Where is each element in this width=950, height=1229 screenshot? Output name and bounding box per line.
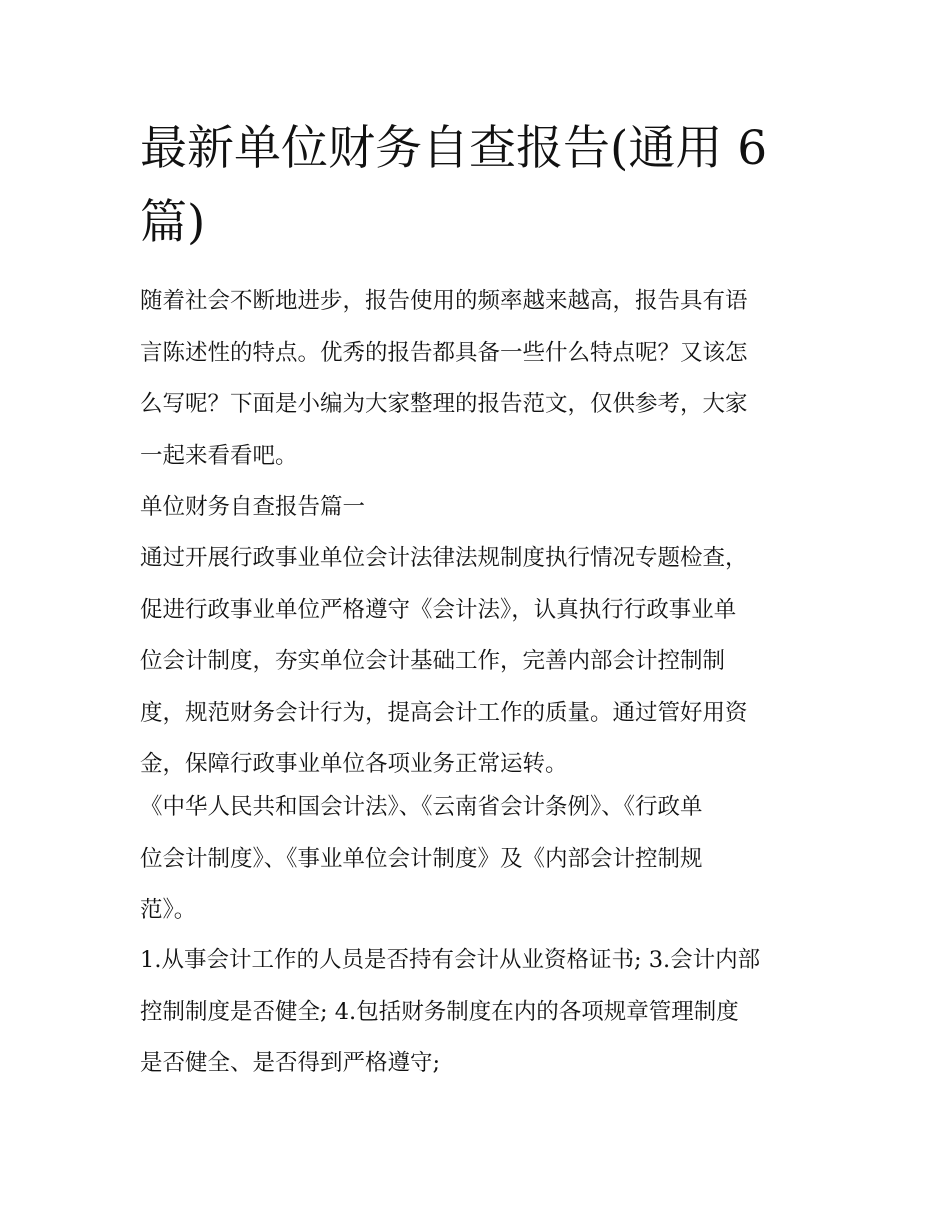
title-line: 最新单位财务自查报告(通用 6 [140,121,768,176]
text-line: 位会计制度，夯实单位会计基础工作，完善内部会计控制制 [140,648,726,674]
text-line: 通过开展行政事业单位会计法律法规制度执行情况专题检查， [140,545,748,571]
text-line: 一起来看看吧。 [140,442,298,469]
text-line: 度，规范财务会计行为，提高会计工作的质量。通过管好用资 [140,699,748,726]
text-line: 控制制度是否健全; 4.包括财务制度在内的各项规章管理制度 [140,998,739,1025]
text-line: 1.从事会计工作的人员是否持有会计从业资格证书; 3.会计内部 [140,947,761,973]
purpose-paragraph [140,533,748,791]
text-line: 单位财务自查报告篇一 [140,494,366,520]
intro-paragraph [140,276,748,482]
text-line: 是否健全、是否得到严格遵守; [140,1050,441,1076]
text-line: 范》。 [140,897,197,923]
document-title [140,112,767,260]
items-paragraph [140,935,760,1090]
section-heading [140,482,365,534]
basis-paragraph [140,782,703,937]
text-line: 位会计制度》、《事业单位会计制度》及《内部会计控制规 [140,845,703,872]
title-line: 篇) [140,195,206,250]
text-line: 《中华人民共和国会计法》、《云南省会计条例》、《行政单 [140,794,703,820]
text-line: 随着社会不断地进步，报告使用的频率越来越高，报告具有语 [140,288,748,314]
text-line: 么写呢？下面是小编为大家整理的报告范文，仅供参考，大家 [140,391,748,417]
text-line: 金，保障行政事业单位各项业务正常运转。 [140,751,568,777]
text-line: 促进行政事业单位严格遵守《会计法》，认真执行行政事业单 [140,596,737,623]
text-line: 言陈述性的特点。优秀的报告都具备一些什么特点呢？又该怎 [140,339,748,366]
